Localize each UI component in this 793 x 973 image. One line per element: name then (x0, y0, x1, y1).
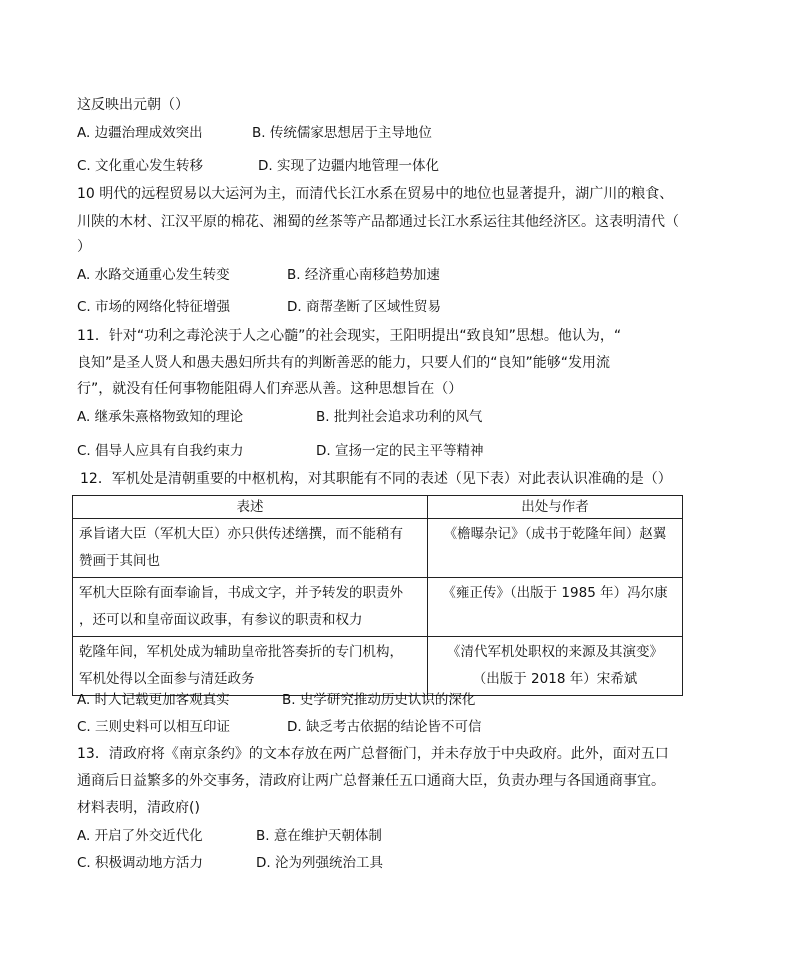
table-cell-description (73, 637, 428, 696)
q12-option-b: B. 史学研究推动历史认识的深化 (282, 692, 476, 708)
q12-option-a: A. 时人记载更加客观真实 (77, 692, 230, 708)
table-cell-source (428, 578, 683, 637)
q11-stem-line: 行”，就没有任何事物能阻碍人们弃恶从善。这种思想旨在（） (77, 381, 463, 397)
q10-option-a: A. 水路交通重心发生转变 (77, 267, 230, 283)
q10-option-b: B. 经济重心南移趋势加速 (287, 267, 440, 283)
q10-stem-line: 10 明代的远程贸易以大运河为主，而清代长江水系在贸易中的地位也显著提升，湖广川的粮食、 (77, 186, 674, 202)
cell-line: ，还可以和皇帝面议政事，有参议的职责和权力 (79, 612, 363, 628)
table-header-source: 出处与作者 (428, 496, 683, 519)
q12-stem: 12．军机处是清朝重要的中枢机构，对其职能有不同的表述（见下表）对此表认识准确的是（） (80, 471, 672, 487)
cell-line: 《雍正传》（出版于 1985 年）冯尔康 (442, 585, 668, 601)
table-row (73, 519, 683, 578)
q11-option-b: B. 批判社会追求功利的风气 (316, 409, 483, 425)
table-cell-description (73, 578, 428, 637)
q13-option-b: B. 意在维护天朝体制 (256, 828, 382, 844)
q11-option-a: A. 继承朱熹格物致知的理论 (77, 409, 244, 425)
q11-option-d: D. 宣扬一定的民主平等精神 (316, 443, 484, 459)
q9-stem-tail: 这反映出元朝（） (77, 97, 189, 113)
q9-option-b: B. 传统儒家思想居于主导地位 (252, 125, 432, 141)
cell-line: 军机处得以全面参与清廷政务 (79, 671, 255, 687)
table-cell-source (428, 519, 683, 578)
q12-option-d: D. 缺乏考古依据的结论皆不可信 (287, 719, 482, 735)
q9-option-d: D. 实现了边疆内地管理一体化 (258, 158, 439, 174)
q9-option-a: A. 边疆治理成效突出 (77, 125, 203, 141)
q12-table (72, 495, 683, 696)
q10-option-c: C. 市场的网络化特征增强 (77, 299, 231, 315)
table-header-description: 表述 (73, 496, 428, 519)
cell-line: 《檐曝杂记》（成书于乾隆年间）赵翼 (443, 526, 667, 542)
table-cell-description (73, 519, 428, 578)
q13-option-a: A. 开启了外交近代化 (77, 828, 203, 844)
q10-stem-line: ） (77, 239, 91, 255)
cell-line: 乾隆年间，军机处成为辅助皇帝批答奏折的专门机构， (79, 644, 403, 660)
q12-option-c: C. 三则史料可以相互印证 (77, 719, 231, 735)
table-cell-source (428, 637, 683, 696)
q10-stem-line: 川陕的木材、江汉平原的棉花、湘蜀的丝茶等产品都通过长江水系运往其他经济区。这表明清代（ (77, 214, 679, 230)
q13-stem-line: 通商后日益繁多的外交事务，清政府让两广总督兼任五口通商大臣，负责办理与各国通商事宜。 (77, 773, 665, 789)
cell-line: （出版于 2018 年）宋希斌 (472, 671, 638, 687)
cell-line: 军机大臣除有面奉谕旨，书成文字，并予转发的职责外 (79, 585, 403, 601)
q13-stem-line: 13．清政府将《南京条约》的文本存放在两广总督衙门，并未存放于中央政府。此外，面对五口 (77, 746, 669, 762)
q13-option-d: D. 沦为列强统治工具 (256, 855, 383, 871)
cell-line: 赞画于其间也 (79, 553, 160, 569)
q9-option-c: C. 文化重心发生转移 (77, 158, 204, 174)
q11-stem-line: 11．针对“功利之毒沦浃于人之心髓”的社会现实，王阳明提出“致良知”思想。他认为，“ (77, 328, 622, 344)
q11-option-c: C. 倡导人应具有自我约束力 (77, 443, 244, 459)
table-row (73, 637, 683, 696)
table-header-row (73, 496, 683, 519)
q10-option-d: D. 商帮垄断了区域性贸易 (287, 299, 441, 315)
q13-stem-line: 材料表明，清政府() (77, 800, 200, 816)
cell-line: 《清代军机处职权的来源及其演变》 (447, 644, 663, 660)
table-row (73, 578, 683, 637)
q11-stem-line: 良知”是圣人贤人和愚夫愚妇所共有的判断善恶的能力，只要人们的“良知”能够“发用流 (77, 355, 611, 371)
q13-option-c: C. 积极调动地方活力 (77, 855, 204, 871)
cell-line: 承旨诸大臣（军机大臣）亦只供传述缮撰，而不能稍有 (79, 526, 403, 542)
